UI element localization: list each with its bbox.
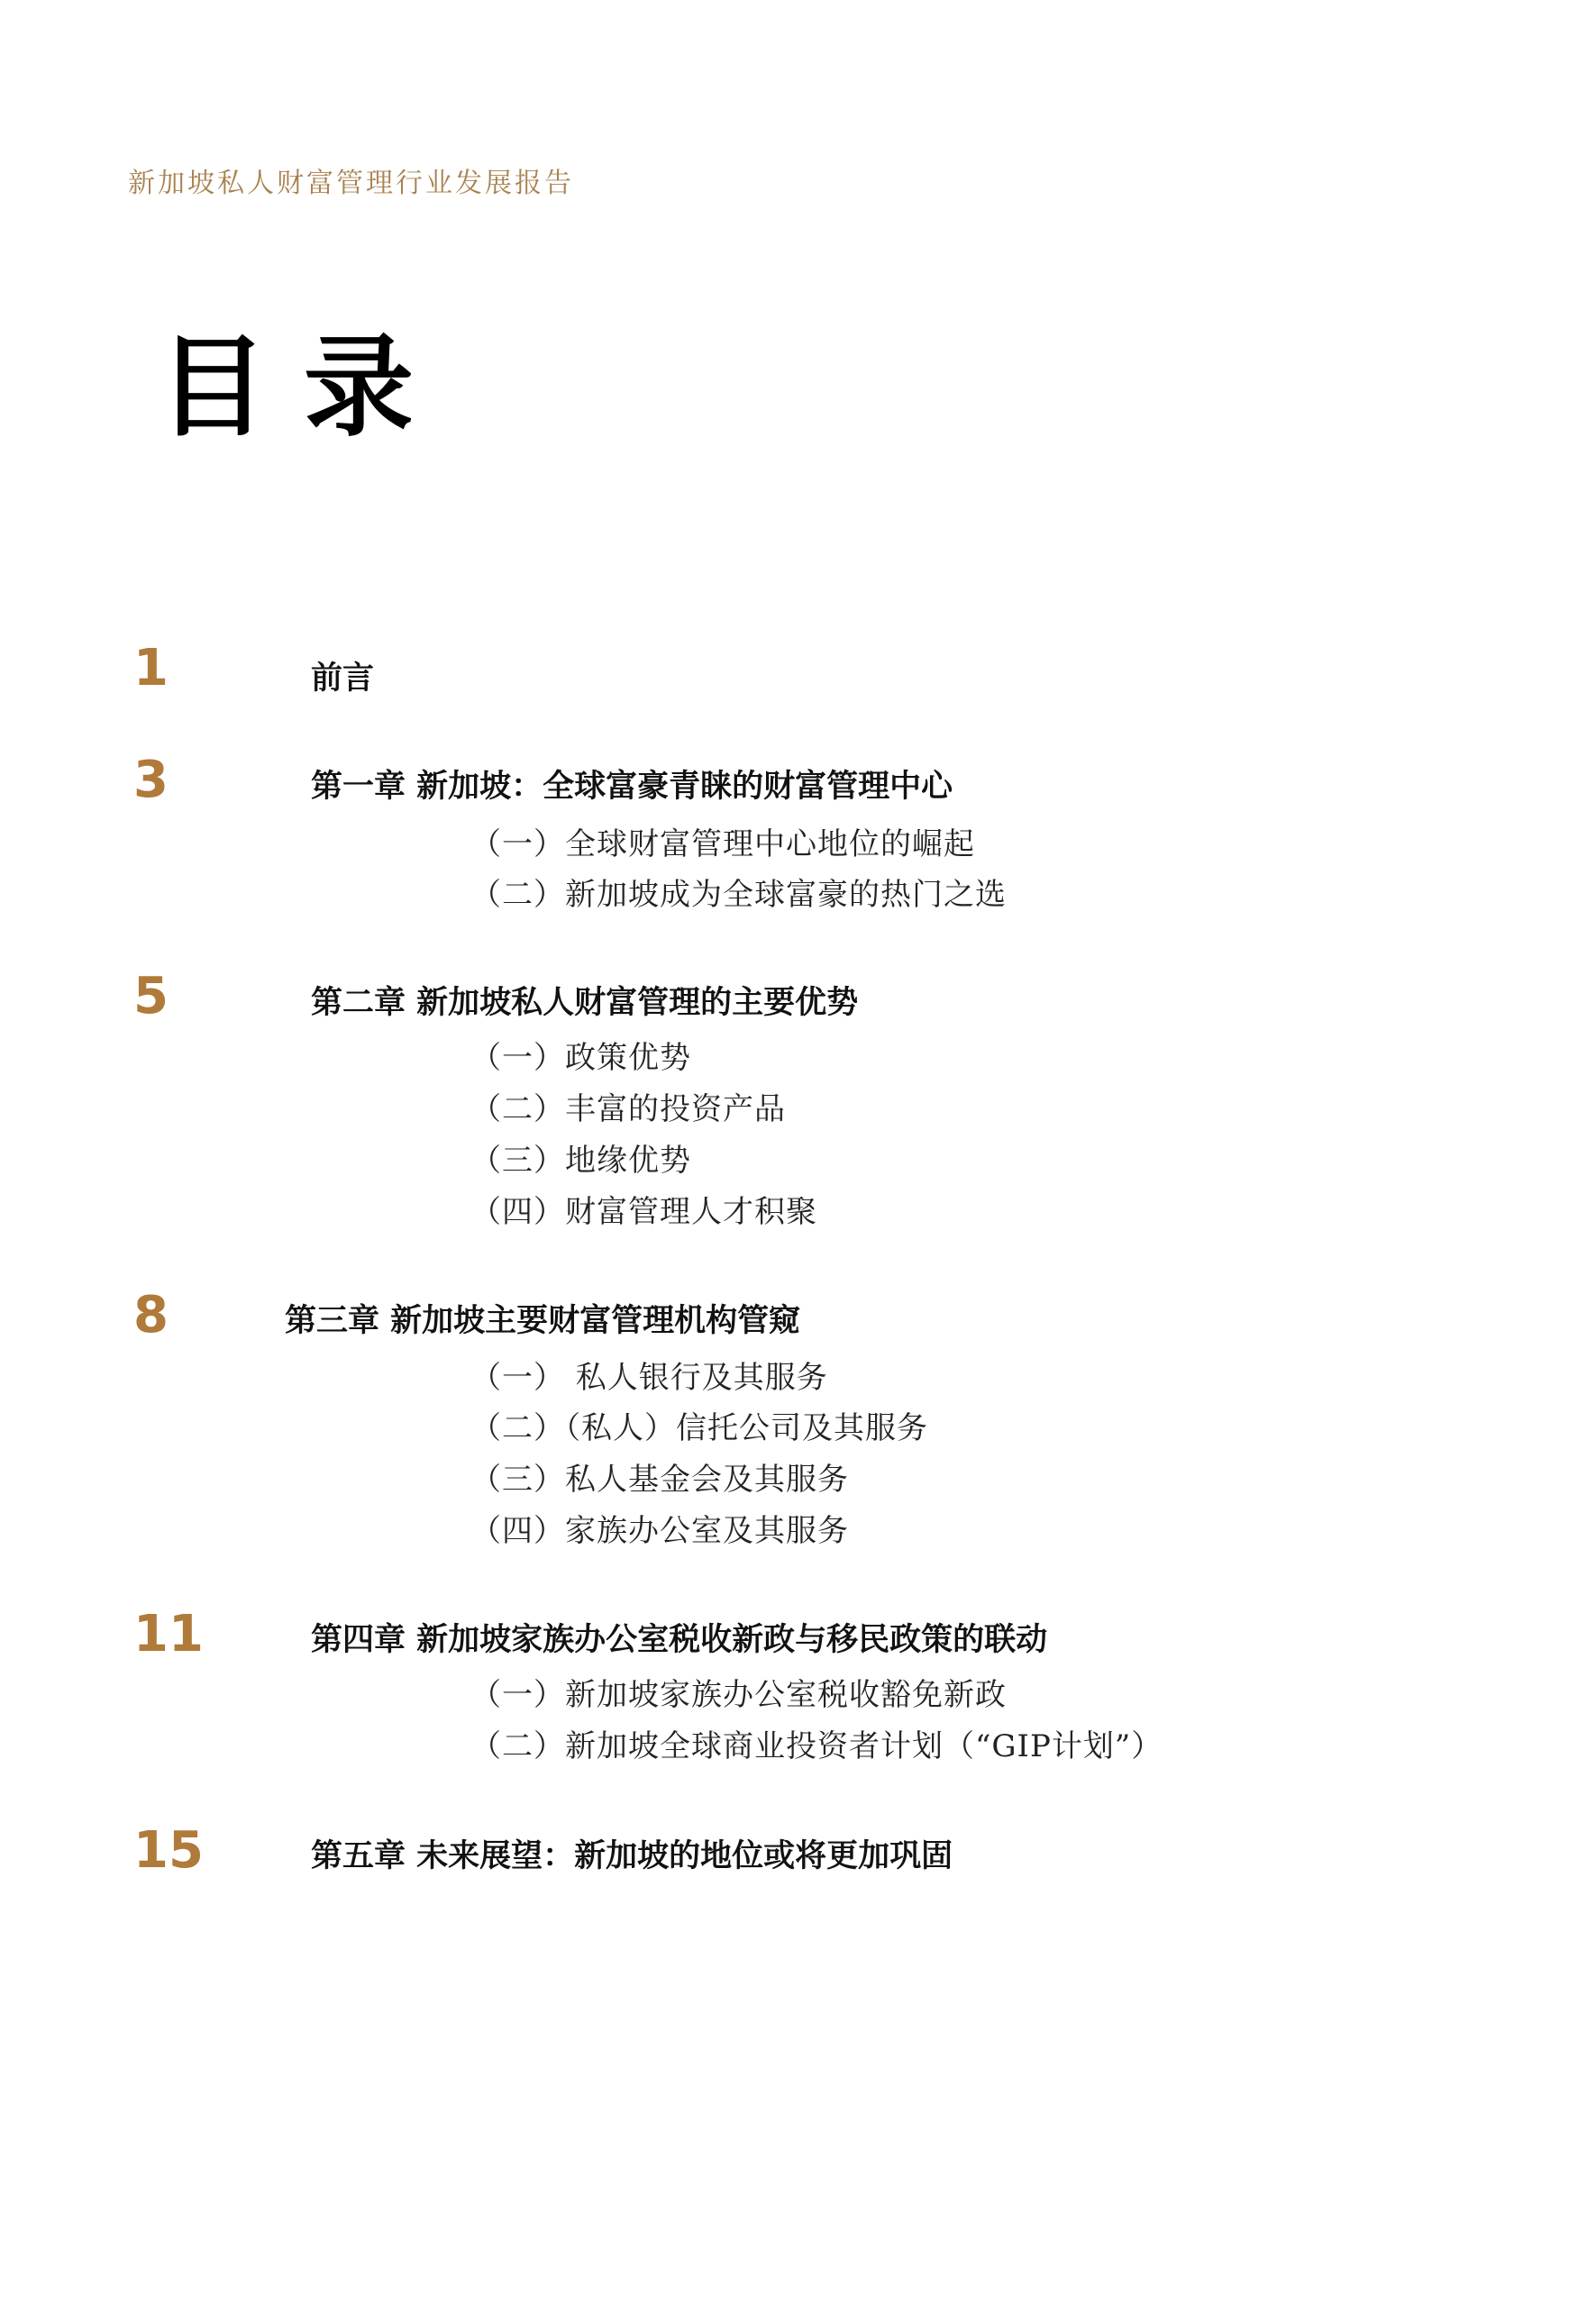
toc-page-number: 8 bbox=[133, 1286, 169, 1344]
toc-section[interactable]: （四）财富管理人才积聚 bbox=[470, 1194, 817, 1230]
toc-page-number: 3 bbox=[133, 751, 169, 809]
toc-section[interactable]: （三）私人基金会及其服务 bbox=[470, 1462, 849, 1498]
toc-chapter-title[interactable]: 第一章 新加坡：全球富豪青睐的财富管理中心 bbox=[311, 768, 953, 805]
toc-chapter-title[interactable]: 第三章 新加坡主要财富管理机构管窥 bbox=[285, 1302, 801, 1339]
toc-section[interactable]: （一）新加坡家族办公室税收豁免新政 bbox=[470, 1677, 1007, 1713]
toc-section[interactable]: （三）地缘优势 bbox=[470, 1143, 691, 1179]
toc-section[interactable]: （二）新加坡成为全球富豪的热门之选 bbox=[470, 877, 1007, 913]
toc-chapter-title[interactable]: 前言 bbox=[311, 660, 375, 697]
toc-section[interactable]: （四）家族办公室及其服务 bbox=[470, 1513, 849, 1549]
toc-title: 目录 bbox=[158, 322, 450, 451]
toc-chapter-title[interactable]: 第四章 新加坡家族办公室税收新政与移民政策的联动 bbox=[311, 1621, 1048, 1658]
toc-page-number: 5 bbox=[133, 967, 169, 1025]
running-header: 新加坡私人财富管理行业发展报告 bbox=[128, 168, 574, 199]
toc-chapter-title[interactable]: 第二章 新加坡私人财富管理的主要优势 bbox=[311, 984, 859, 1021]
toc-chapter-title[interactable]: 第五章 未来展望：新加坡的地位或将更加巩固 bbox=[311, 1837, 953, 1874]
toc-section[interactable]: （二）新加坡全球商业投资者计划（“GIP计划”） bbox=[470, 1728, 1163, 1764]
toc-page-number: 1 bbox=[133, 639, 169, 697]
toc-section[interactable]: （二）（私人）信托公司及其服务 bbox=[470, 1410, 928, 1446]
toc-section[interactable]: （一）政策优势 bbox=[470, 1040, 691, 1076]
toc-page-number: 15 bbox=[133, 1821, 204, 1880]
toc-section[interactable]: （二）丰富的投资产品 bbox=[470, 1091, 786, 1127]
toc-page-number: 11 bbox=[133, 1605, 204, 1663]
toc-section[interactable]: （一） 私人银行及其服务 bbox=[470, 1360, 828, 1396]
toc-section[interactable]: （一）全球财富管理中心地位的崛起 bbox=[470, 826, 975, 862]
